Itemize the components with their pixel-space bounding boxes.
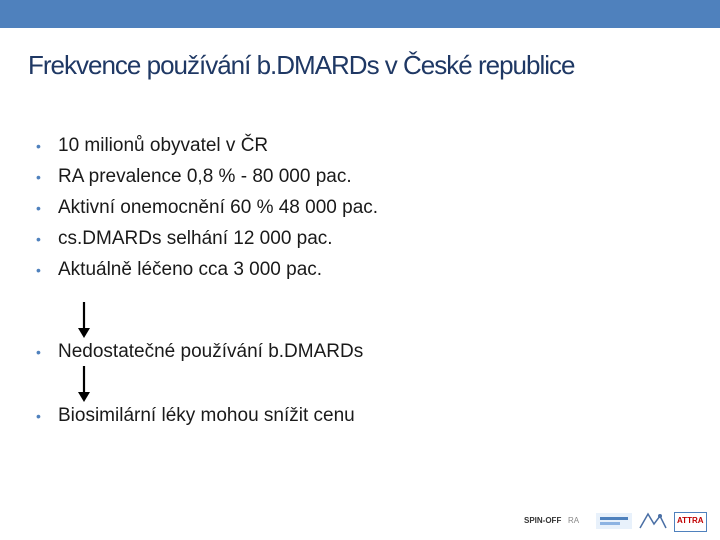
spin-off-logo: SPIN-OFF: [524, 516, 562, 525]
bullet-icon: •: [36, 231, 41, 247]
partner-logo-icon: [596, 511, 632, 531]
bullet-text: Nedostatečné používání b.DMARDs: [58, 341, 364, 362]
bullet-text: Aktuálně léčeno cca 3 000 pac.: [58, 259, 323, 280]
bullet-icon: •: [36, 200, 41, 216]
emblem-logo-icon: [638, 510, 668, 532]
bullet-text: Biosimilární léky mohou snížit cenu: [58, 405, 355, 426]
bullet-text: 10 milionů obyvatel v ČR: [58, 135, 269, 156]
bullet-icon: •: [36, 344, 41, 360]
bullet-icon: •: [36, 408, 41, 424]
bullet-icon: •: [36, 169, 41, 185]
header-bar: [0, 0, 720, 28]
footer-logos: [522, 508, 712, 534]
bullet-icon: •: [36, 138, 41, 154]
down-arrow-icon: [77, 302, 91, 338]
slide-title: Frekvence používání b.DMARDs v České republice: [28, 50, 575, 80]
bullet-text: RA prevalence 0,8 % - 80 000 pac.: [58, 166, 352, 187]
bullet-text: cs.DMARDs selhání 12 000 pac.: [58, 228, 333, 249]
attra-logo: ATTRA: [674, 512, 707, 532]
bullet-icon: •: [36, 262, 41, 278]
ra-logo: RA: [568, 516, 580, 525]
down-arrow-icon: [77, 366, 91, 402]
bullet-text: Aktivní onemocnění 60 % 48 000 pac.: [58, 197, 379, 218]
